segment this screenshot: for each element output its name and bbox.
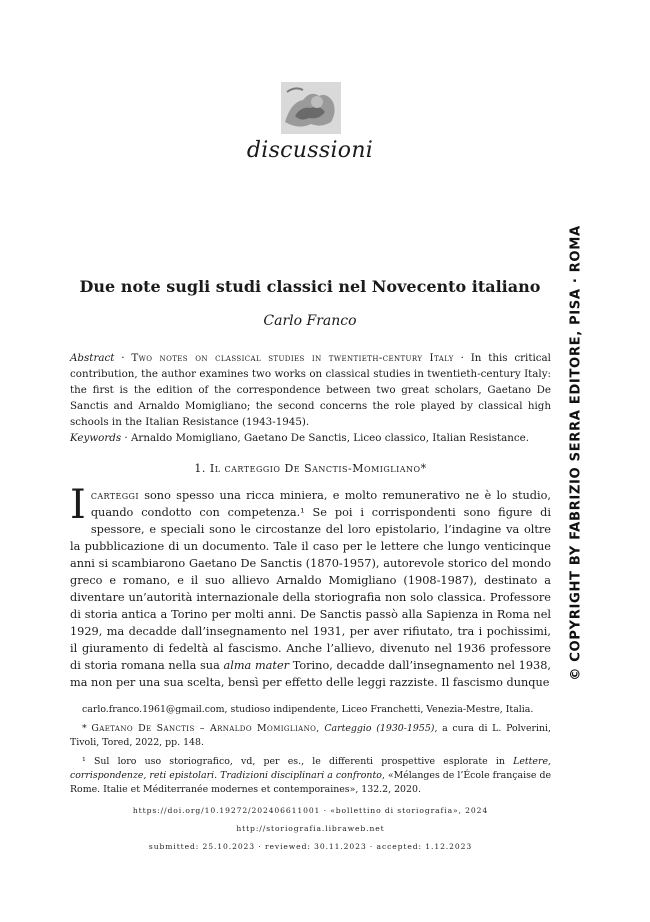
- footnote-star-mark: *: [82, 723, 87, 734]
- footnote-1-mark: ¹: [82, 756, 86, 767]
- footnote-1-text-b: , «Mélanges de l’École française de Rome. Italie et Méditerranée modernes et contemporaines», 132.2, 2020.: [70, 770, 552, 795]
- footnote-1: [70, 755, 551, 797]
- article-title: Due note sugli studi classici nel Novecento italiano: [79, 277, 541, 296]
- copyright-text: © COPYRIGHT BY FABRIZIO SERRA EDITORE, PISA · ROMA: [568, 225, 584, 681]
- footer-url-line: http://storiografia.libraweb.net: [236, 824, 385, 833]
- footnote-star-rest: , a cura di L. Polverini, Tivoli, Tored, 2022, pp. 148.: [70, 723, 551, 748]
- section-label: discussioni: [246, 138, 374, 163]
- journal-logo-relief-image: [281, 82, 341, 134]
- footnote-1-italic: Lettere, corrispondenze, reti epistolari. Tradizioni disciplinari a confronto: [70, 756, 551, 781]
- keywords-text: Arnaldo Momigliano, Gaetano De Sanctis, Liceo classico, Italian Resistance.: [130, 432, 530, 444]
- keywords: Keywords · Arnaldo Momigliano, Gaetano De Sanctis, Liceo classico, Italian Resistance.: [70, 432, 530, 444]
- abstract-label: Abstract: [70, 352, 115, 364]
- affiliation-text: carlo.franco.1961@gmail.com, studioso indipendente, Liceo Franchetti, Venezia-Mestre, Italia.: [82, 704, 534, 715]
- drop-cap: I: [70, 482, 86, 528]
- body-italic-phrase: alma mater: [223, 659, 290, 672]
- abstract-title: Two notes on classical studies in twentieth-century Italy: [131, 352, 454, 364]
- body-lead-word: carteggi: [90, 489, 139, 502]
- footnote-affiliation: [70, 703, 551, 717]
- footnote-star-authors: Gaetano De Sanctis – Arnaldo Momigliano,: [91, 723, 320, 734]
- footnote-star-work: Carteggio (1930-1955): [324, 723, 435, 734]
- footnote-1-text-a: Sul loro uso storiografico, vd, per es., le differenti prospettive esplorate in: [85, 756, 514, 767]
- body-text: sono spesso una ricca miniera, e molto remunerativo ne è lo studio, quando condotto con competenza.¹ Se poi i corrispondenti sono figure di spessore, e speciali sono le circostanze del loro epistolario, l’indagine va oltre la pubblicazione di un documento. Tale il caso per le lettere che lungo venticinque anni si scambiarono Gaetano De Sanctis (1870-1957), autorevole storico del mondo greco e romano, e il suo allievo Arnaldo Momigliano (1908-1987), destinato a diventare un’autorità internazionale della storiografia non solo classica. Professore di storia antica a Torino per molti anni. De Sanctis passò alla Sapienza in Roma nel 1929, ma decadde dall’insegnamento nel 1931, per aver rifiutato, tra i pochissimi, il giuramento di fedeltà al fascismo. Anche l’allievo, divenuto nel 1936 professore di storia romana nella sua: [70, 489, 551, 672]
- footnote-star: [70, 722, 551, 750]
- footer-doi-line: https://doi.org/10.19272/202406611001 · «bollettino di storiografia», 2024: [132, 806, 489, 815]
- footer-dates-line: submitted: 25.10.2023 · reviewed: 30.11.2023 · accepted: 1.12.2023: [148, 842, 473, 851]
- body-text-end: Torino, decadde dall’insegnamento nel 1938, ma non per una sua scelta, bensì per effetto delle leggi razziste. Il fascismo dunque: [70, 659, 551, 689]
- section-heading: 1. Il carteggio De Sanctis-Momigliano*: [194, 462, 427, 475]
- abstract-text: In this critical contribution, the author examines two works on classical studies in twentieth-century Italy: the first is the edition of the correspondence between two great scholars, Gaetano De Sanctis and Arnaldo Momigliano; the second concerns the role played by classical high schools in the Italian Resistance (1943-1945).: [70, 352, 551, 428]
- keywords-label: Keywords: [70, 432, 122, 444]
- copyright-notice: [563, 218, 589, 688]
- article-author: Carlo Franco: [263, 313, 357, 329]
- footnotes: [70, 703, 551, 802]
- body-paragraph: [70, 482, 551, 691]
- abstract: Abstract · Two notes on classical studies in twentieth-century Italy · In this critical contribution, the author examines two works on classical studies in twentieth-century Italy: the first is the edition of the correspondence between two great scholars, Gaetano De Sanctis and Arnaldo Momigliano; the second concerns the role played by classical high schools in the Italian Resistance (1943-1945).: [70, 352, 551, 428]
